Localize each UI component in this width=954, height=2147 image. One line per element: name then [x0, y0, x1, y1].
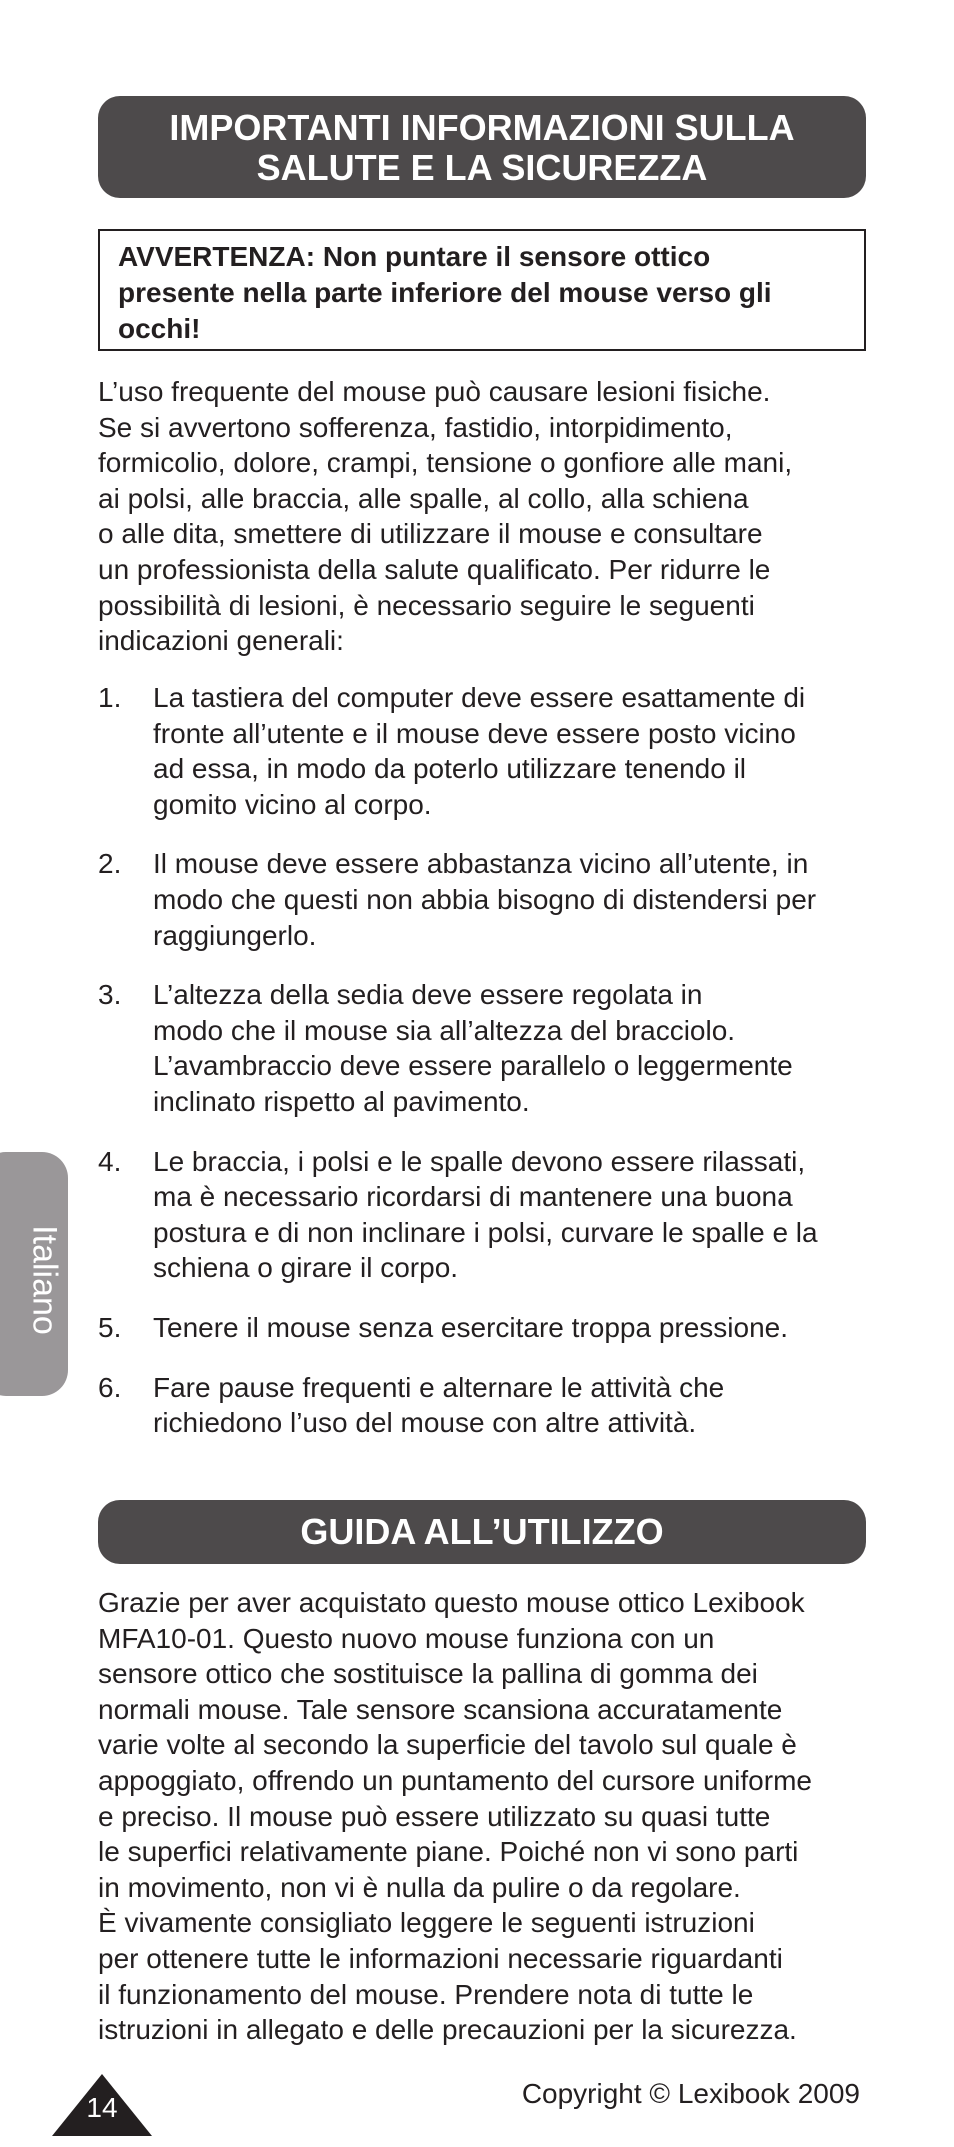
text-line: raggiungerlo. [153, 919, 317, 951]
copyright-notice: Copyright © Lexibook 2009 [521, 2078, 860, 2109]
list-item-number: 4. [98, 1145, 122, 1177]
text-line: Grazie per aver acquistato questo mouse ottico Lexibook [98, 1587, 805, 1618]
text-line: un professionista della salute qualificato. Per ridurre le [98, 553, 771, 585]
list-item [98, 1144, 868, 1286]
list-item-number: 2. [98, 848, 122, 880]
text-line: Le braccia, i polsi e le spalle devono essere rilassati, [153, 1145, 806, 1177]
section-heading-usage-guide [98, 1500, 866, 1564]
text-line: sensore ottico che sostituisce la pallina di gomma dei [98, 1658, 758, 1690]
text-line: modo che questi non abbia bisogno di distendersi per [153, 883, 817, 915]
heading-text: GUIDA ALL’UTILIZZO [300, 1511, 664, 1552]
text-line: indicazioni generali: [98, 625, 344, 657]
text-line: e preciso. Il mouse può essere utilizzato su quasi tutte [98, 1800, 771, 1832]
page-number: 14 [86, 2092, 118, 2123]
intro-paragraph [98, 374, 868, 659]
heading-line-2: SALUTE E LA SICUREZZA [256, 147, 708, 188]
warning-box [98, 229, 866, 351]
text-line: Fare pause frequenti e alternare le attività che [153, 1371, 725, 1403]
list-item [98, 680, 868, 822]
list-item [98, 846, 868, 953]
list-item [98, 1370, 868, 1441]
warning-line: presente nella parte inferiore del mouse verso gli [118, 277, 772, 308]
text-line: formicolio, dolore, crampi, tensione o gonfiore alle mani, [98, 447, 793, 479]
heading-line-1: IMPORTANTI INFORMAZIONI SULLA [169, 107, 795, 148]
text-line: schiena o girare il corpo. [153, 1252, 459, 1284]
language-tab-label: Italiano [25, 1225, 64, 1335]
text-line: ad essa, in modo da poterlo utilizzare tenendo il [153, 753, 747, 785]
text-line: Tenere il mouse senza esercitare troppa pressione. [153, 1311, 789, 1343]
list-item [98, 1310, 868, 1346]
text-line: La tastiera del computer deve essere esattamente di [153, 682, 806, 713]
text-line: L’avambraccio deve essere parallelo o leggermente [153, 1050, 793, 1082]
text-line: varie volte al secondo la superficie del tavolo sul quale è [98, 1729, 797, 1761]
text-line: Se si avvertono sofferenza, fastidio, intorpidimento, [98, 411, 733, 443]
list-item-number: 6. [98, 1371, 122, 1403]
text-line: modo che il mouse sia all’altezza del bracciolo. [153, 1014, 736, 1046]
text-line: le superfici relativamente piane. Poiché non vi sono parti [98, 1836, 799, 1868]
text-line: MFA10-01. Questo nuovo mouse funziona con un [98, 1622, 715, 1654]
text-line: istruzioni in allegato e delle precauzioni per la sicurezza. [98, 2014, 797, 2046]
guide-paragraph [98, 1585, 868, 2048]
warning-line: occhi! [118, 313, 201, 344]
text-line: in movimento, non vi è nulla da pulire o da regolare. [98, 1871, 741, 1903]
text-line: È vivamente consigliato leggere le seguenti istruzioni [98, 1907, 755, 1939]
text-line: fronte all’utente e il mouse deve essere posto vicino [153, 717, 796, 749]
text-line: appoggiato, offrendo un puntamento del cursore uniforme [98, 1764, 812, 1796]
warning-line: AVVERTENZA: Non puntare il sensore ottico [118, 241, 711, 272]
text-line: gomito vicino al corpo. [153, 788, 432, 820]
text-line: ma è necessario ricordarsi di mantenere una buona [153, 1181, 793, 1213]
text-line: normali mouse. Tale sensore scansiona accuratamente [98, 1693, 783, 1725]
text-line: inclinato rispetto al pavimento. [153, 1085, 530, 1117]
text-line: richiedono l’uso del mouse con altre attività. [153, 1407, 697, 1439]
text-line: per ottenere tutte le informazioni necessarie riguardanti [98, 1942, 783, 1974]
list-item-number: 5. [98, 1311, 122, 1343]
text-line: ai polsi, alle braccia, alle spalle, al collo, alla schiena [98, 482, 749, 514]
ergonomic-guidelines-list [98, 680, 868, 1441]
text-line: L’uso frequente del mouse può causare lesioni fisiche. [98, 376, 771, 407]
text-line: il funzionamento del mouse. Prendere nota di tutte le [98, 1978, 754, 2010]
text-line: possibilità di lesioni, è necessario seguire le seguenti [98, 589, 755, 621]
list-item-number: 3. [98, 979, 122, 1011]
section-heading-health-safety [98, 96, 866, 198]
list-item-number: 1. [98, 682, 122, 713]
text-line: postura e di non inclinare i polsi, curvare le spalle e la [153, 1216, 818, 1248]
list-item [98, 977, 868, 1119]
text-line: L’altezza della sedia deve essere regolata in [153, 979, 703, 1011]
text-line: o alle dita, smettere di utilizzare il mouse e consultare [98, 518, 763, 550]
text-line: Il mouse deve essere abbastanza vicino all’utente, in [153, 848, 809, 880]
